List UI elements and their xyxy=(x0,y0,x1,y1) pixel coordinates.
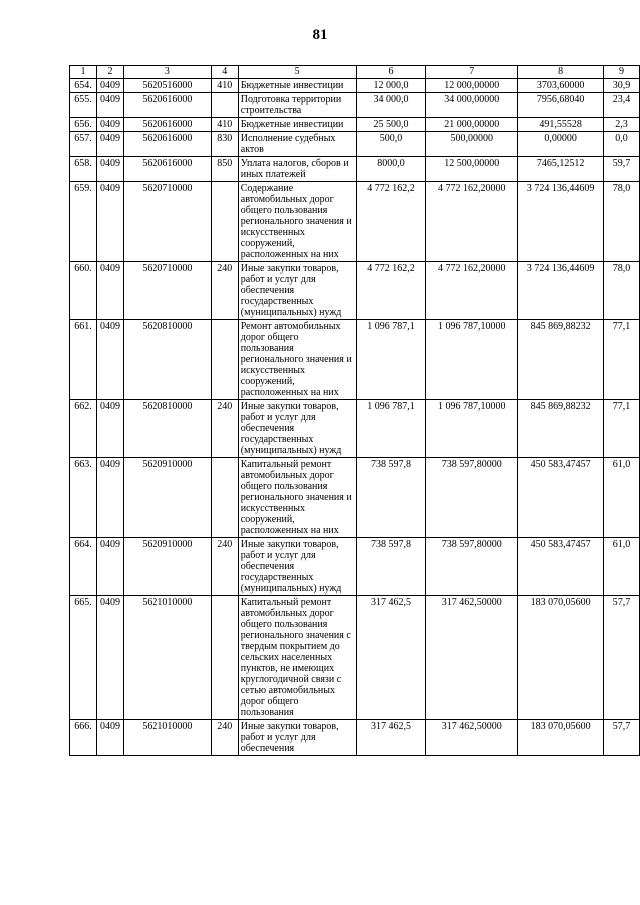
expense-type-cell xyxy=(211,182,238,262)
target-code-cell: 5620616000 xyxy=(123,132,211,157)
target-code-cell: 5620616000 xyxy=(123,157,211,182)
table-body xyxy=(70,79,640,756)
approved-amount-cell: 25 500,0 xyxy=(356,118,426,132)
executed-amount-cell: 3703,60000 xyxy=(518,79,604,93)
item-name-cell: Иные закупки товаров, работ и услуг для обеспечения государственных (муниципальных) нужд xyxy=(238,400,356,458)
table-row xyxy=(70,93,640,118)
row-number-cell: 665. xyxy=(70,596,97,720)
refined-amount-cell: 317 462,50000 xyxy=(426,596,518,720)
table-row xyxy=(70,132,640,157)
executed-amount-cell: 491,55528 xyxy=(518,118,604,132)
execution-percent-cell: 77,1 xyxy=(603,320,639,400)
section-code-cell: 0409 xyxy=(96,720,123,756)
page-number: 81 xyxy=(312,27,328,43)
table-row xyxy=(70,400,640,458)
item-name-cell: Бюджетные инвестиции xyxy=(238,79,356,93)
approved-amount-cell: 34 000,0 xyxy=(356,93,426,118)
item-name-cell: Иные закупки товаров, работ и услуг для обеспечения xyxy=(238,720,356,756)
refined-amount-cell: 1 096 787,10000 xyxy=(426,400,518,458)
row-number-cell: 662. xyxy=(70,400,97,458)
table-row xyxy=(70,79,640,93)
target-code-cell: 5620810000 xyxy=(123,320,211,400)
target-code-cell: 5620710000 xyxy=(123,182,211,262)
refined-amount-cell: 738 597,80000 xyxy=(426,458,518,538)
table-row xyxy=(70,720,640,756)
target-code-cell: 5620910000 xyxy=(123,538,211,596)
column-header-7: 7 xyxy=(426,66,518,79)
refined-amount-cell: 1 096 787,10000 xyxy=(426,320,518,400)
row-number-cell: 656. xyxy=(70,118,97,132)
table-row xyxy=(70,262,640,320)
refined-amount-cell: 12 500,00000 xyxy=(426,157,518,182)
target-code-cell: 5621010000 xyxy=(123,596,211,720)
execution-percent-cell: 2,3 xyxy=(603,118,639,132)
section-code-cell: 0409 xyxy=(96,118,123,132)
refined-amount-cell: 12 000,00000 xyxy=(426,79,518,93)
section-code-cell: 0409 xyxy=(96,182,123,262)
row-number-cell: 663. xyxy=(70,458,97,538)
item-name-cell: Капитальный ремонт автомобильных дорог общего пользования регионального значения с твердым покрытием до сельских населенных пунктов, не имеющих круглогодичной связи с сетью автомобильных дорог общего пользования xyxy=(238,596,356,720)
executed-amount-cell: 845 869,88232 xyxy=(518,400,604,458)
approved-amount-cell: 4 772 162,2 xyxy=(356,182,426,262)
target-code-cell: 5620810000 xyxy=(123,400,211,458)
executed-amount-cell: 7465,12512 xyxy=(518,157,604,182)
column-header-2: 2 xyxy=(96,66,123,79)
section-code-cell: 0409 xyxy=(96,132,123,157)
column-header-8: 8 xyxy=(518,66,604,79)
column-header-4: 4 xyxy=(211,66,238,79)
approved-amount-cell: 317 462,5 xyxy=(356,720,426,756)
column-header-5: 5 xyxy=(238,66,356,79)
table-row xyxy=(70,118,640,132)
section-code-cell: 0409 xyxy=(96,93,123,118)
row-number-cell: 658. xyxy=(70,157,97,182)
refined-amount-cell: 4 772 162,20000 xyxy=(426,262,518,320)
approved-amount-cell: 500,0 xyxy=(356,132,426,157)
approved-amount-cell: 8000,0 xyxy=(356,157,426,182)
section-code-cell: 0409 xyxy=(96,538,123,596)
row-number-cell: 655. xyxy=(70,93,97,118)
approved-amount-cell: 738 597,8 xyxy=(356,538,426,596)
execution-percent-cell: 77,1 xyxy=(603,400,639,458)
expense-type-cell: 240 xyxy=(211,720,238,756)
item-name-cell: Иные закупки товаров, работ и услуг для обеспечения государственных (муниципальных) нужд xyxy=(238,262,356,320)
item-name-cell: Бюджетные инвестиции xyxy=(238,118,356,132)
expense-type-cell: 830 xyxy=(211,132,238,157)
executed-amount-cell: 7956,68040 xyxy=(518,93,604,118)
item-name-cell: Ремонт автомобильных дорог общего пользования регионального значения и искусственных сооружений, расположенных на них xyxy=(238,320,356,400)
item-name-cell: Уплата налогов, сборов и иных платежей xyxy=(238,157,356,182)
execution-percent-cell: 0,0 xyxy=(603,132,639,157)
expense-type-cell xyxy=(211,458,238,538)
expense-type-cell: 240 xyxy=(211,538,238,596)
section-code-cell: 0409 xyxy=(96,400,123,458)
approved-amount-cell: 12 000,0 xyxy=(356,79,426,93)
execution-percent-cell: 59,7 xyxy=(603,157,639,182)
section-code-cell: 0409 xyxy=(96,458,123,538)
approved-amount-cell: 738 597,8 xyxy=(356,458,426,538)
execution-percent-cell: 61,0 xyxy=(603,458,639,538)
approved-amount-cell: 4 772 162,2 xyxy=(356,262,426,320)
item-name-cell: Содержание автомобильных дорог общего пользования регионального значения и искусственных сооружений, расположенных на них xyxy=(238,182,356,262)
refined-amount-cell: 21 000,00000 xyxy=(426,118,518,132)
table-row xyxy=(70,157,640,182)
table-row xyxy=(70,458,640,538)
table-row xyxy=(70,596,640,720)
execution-percent-cell: 57,7 xyxy=(603,720,639,756)
column-header-9: 9 xyxy=(603,66,639,79)
executed-amount-cell: 3 724 136,44609 xyxy=(518,262,604,320)
refined-amount-cell: 500,00000 xyxy=(426,132,518,157)
section-code-cell: 0409 xyxy=(96,157,123,182)
table-row xyxy=(70,538,640,596)
expense-type-cell xyxy=(211,596,238,720)
table-row xyxy=(70,182,640,262)
target-code-cell: 5620516000 xyxy=(123,79,211,93)
section-code-cell: 0409 xyxy=(96,262,123,320)
row-number-cell: 666. xyxy=(70,720,97,756)
target-code-cell: 5621010000 xyxy=(123,720,211,756)
row-number-cell: 661. xyxy=(70,320,97,400)
expense-type-cell: 410 xyxy=(211,79,238,93)
executed-amount-cell: 0,00000 xyxy=(518,132,604,157)
column-header-1: 1 xyxy=(70,66,97,79)
column-header-3: 3 xyxy=(123,66,211,79)
executed-amount-cell: 450 583,47457 xyxy=(518,458,604,538)
row-number-cell: 659. xyxy=(70,182,97,262)
target-code-cell: 5620616000 xyxy=(123,93,211,118)
approved-amount-cell: 1 096 787,1 xyxy=(356,400,426,458)
row-number-cell: 664. xyxy=(70,538,97,596)
expense-type-cell: 850 xyxy=(211,157,238,182)
target-code-cell: 5620616000 xyxy=(123,118,211,132)
section-code-cell: 0409 xyxy=(96,320,123,400)
row-number-cell: 657. xyxy=(70,132,97,157)
executed-amount-cell: 450 583,47457 xyxy=(518,538,604,596)
item-name-cell: Подготовка территории строительства xyxy=(238,93,356,118)
approved-amount-cell: 317 462,5 xyxy=(356,596,426,720)
refined-amount-cell: 34 000,00000 xyxy=(426,93,518,118)
executed-amount-cell: 183 070,05600 xyxy=(518,596,604,720)
execution-percent-cell: 30,9 xyxy=(603,79,639,93)
budget-table xyxy=(69,65,640,756)
expense-type-cell: 410 xyxy=(211,118,238,132)
executed-amount-cell: 183 070,05600 xyxy=(518,720,604,756)
execution-percent-cell: 78,0 xyxy=(603,182,639,262)
executed-amount-cell: 3 724 136,44609 xyxy=(518,182,604,262)
expense-type-cell xyxy=(211,93,238,118)
target-code-cell: 5620710000 xyxy=(123,262,211,320)
item-name-cell: Капитальный ремонт автомобильных дорог общего пользования регионального значения и искусственных сооружений, расположенных на них xyxy=(238,458,356,538)
table-row xyxy=(70,320,640,400)
approved-amount-cell: 1 096 787,1 xyxy=(356,320,426,400)
item-name-cell: Иные закупки товаров, работ и услуг для обеспечения государственных (муниципальных) нужд xyxy=(238,538,356,596)
column-header-6: 6 xyxy=(356,66,426,79)
target-code-cell: 5620910000 xyxy=(123,458,211,538)
expense-type-cell: 240 xyxy=(211,400,238,458)
executed-amount-cell: 845 869,88232 xyxy=(518,320,604,400)
expense-type-cell xyxy=(211,320,238,400)
refined-amount-cell: 317 462,50000 xyxy=(426,720,518,756)
execution-percent-cell: 23,4 xyxy=(603,93,639,118)
row-number-cell: 654. xyxy=(70,79,97,93)
refined-amount-cell: 738 597,80000 xyxy=(426,538,518,596)
row-number-cell: 660. xyxy=(70,262,97,320)
execution-percent-cell: 57,7 xyxy=(603,596,639,720)
refined-amount-cell: 4 772 162,20000 xyxy=(426,182,518,262)
header-row xyxy=(70,66,640,79)
expense-type-cell: 240 xyxy=(211,262,238,320)
section-code-cell: 0409 xyxy=(96,596,123,720)
execution-percent-cell: 78,0 xyxy=(603,262,639,320)
item-name-cell: Исполнение судебных актов xyxy=(238,132,356,157)
execution-percent-cell: 61,0 xyxy=(603,538,639,596)
section-code-cell: 0409 xyxy=(96,79,123,93)
